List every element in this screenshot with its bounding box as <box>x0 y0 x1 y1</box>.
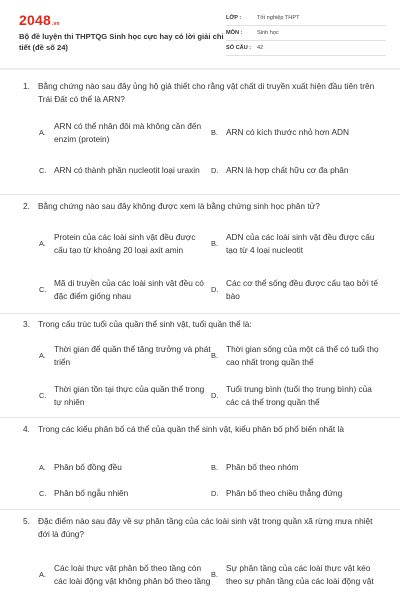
option-b[interactable] <box>211 342 381 370</box>
option-text: Các loài thực vật phân bố theo tầng còn các loài động vật không phân bố theo tầng <box>54 562 211 586</box>
option-text: Tuổi trung bình (tuổi thọ trung bình) của các cá thể trong quần thể <box>226 383 372 407</box>
question-divider <box>0 194 400 195</box>
option-a[interactable] <box>39 224 211 264</box>
option-a[interactable] <box>39 461 211 475</box>
option-b[interactable] <box>211 119 381 147</box>
option-d[interactable] <box>211 157 381 185</box>
option-a[interactable] <box>39 119 211 147</box>
option-letter: C. <box>39 166 47 176</box>
option-letter: C. <box>39 489 47 499</box>
option-text: Phân bố theo chiều thẳng đứng <box>226 488 343 499</box>
question-text: Trong cấu trúc tuổi của quần thể sinh vật, tuổi quần thể là: <box>38 319 252 329</box>
meta-label: LỚP : <box>226 15 242 21</box>
option-letter: D. <box>211 285 219 295</box>
document-meta <box>226 11 386 56</box>
option-text: Phân bố đồng đều <box>54 462 122 473</box>
option-c[interactable] <box>39 382 211 410</box>
question-text: Bằng chứng nào sau đây không được xem là bằng chứng sinh học phân tử? <box>38 201 320 211</box>
question-stem <box>23 200 383 213</box>
option-text: Thời gian tồn tại thực của quần thể trong tự nhiên <box>54 383 205 407</box>
option-letter: C. <box>39 285 47 295</box>
option-c[interactable] <box>39 276 211 304</box>
question-divider <box>0 509 400 510</box>
option-text: Phân bố theo nhóm <box>226 462 299 473</box>
question-text: Trong các kiểu phân bố cá thể của quần thể sinh vật, kiểu phân bố phổ biến nhất là <box>38 424 344 434</box>
document-header <box>0 0 400 64</box>
option-text: ARN có kích thước nhỏ hơn ADN <box>226 127 349 138</box>
option-letter: A. <box>39 128 46 138</box>
option-c[interactable] <box>39 487 211 501</box>
question-divider <box>0 313 400 314</box>
header-divider <box>0 68 400 70</box>
question-number: 5. <box>23 516 30 526</box>
option-text: Thời gian sống của một cá thể có tuổi thọ cao nhất trong quần thể <box>226 343 379 367</box>
option-b[interactable] <box>211 555 383 595</box>
option-text: Phân bố ngẫu nhiên <box>54 488 129 499</box>
option-letter: B. <box>211 463 218 473</box>
option-text: ARN có thể nhân đôi mà không cần đến enzim (protein) <box>54 120 202 144</box>
option-letter: A. <box>39 351 46 361</box>
option-text: Thời gian để quần thể tăng trưởng và phát triển <box>54 343 211 367</box>
question-stem <box>23 318 383 331</box>
option-text: Sự phân tầng của các loài thực vật kéo theo sự phân tầng của các loài động vật <box>226 562 374 586</box>
option-letter: B. <box>211 351 218 361</box>
question-number: 4. <box>23 424 30 434</box>
option-letter: D. <box>211 166 219 176</box>
question-text: Đặc điểm nào sau đây về sự phân tầng của các loài sinh vật trong quần xã rừng mưa nhiệt đới là đúng? <box>38 516 373 540</box>
meta-value: Sinh học <box>257 30 279 36</box>
option-letter: A. <box>39 570 46 580</box>
option-letter: B. <box>211 239 218 249</box>
option-letter: C. <box>39 391 47 401</box>
meta-label: SỐ CÂU : <box>226 45 252 51</box>
question-number: 3. <box>23 319 30 329</box>
option-text: Các cơ thể sống đều được cấu tạo bởi tế bào <box>226 277 378 301</box>
option-a[interactable] <box>39 342 211 370</box>
option-text: ARN có thành phần nucleotit loại uraxin <box>54 165 200 176</box>
meta-label: MÔN : <box>226 30 243 36</box>
option-text: Protein của các loài sinh vật đều được cấu tạo từ khoảng 20 loại axit amin <box>54 231 196 255</box>
question-stem <box>23 515 383 541</box>
option-letter: D. <box>211 391 219 401</box>
question-stem <box>23 80 383 106</box>
option-letter: D. <box>211 489 219 499</box>
question-number: 2. <box>23 201 30 211</box>
option-letter: A. <box>39 239 46 249</box>
option-b[interactable] <box>211 230 383 258</box>
option-letter: A. <box>39 463 46 473</box>
option-a[interactable] <box>39 555 211 595</box>
option-c[interactable] <box>39 157 211 185</box>
option-b[interactable] <box>211 461 381 475</box>
meta-row-class <box>226 11 386 26</box>
option-letter: B. <box>211 128 218 138</box>
question-divider <box>0 417 400 418</box>
question-number: 1. <box>23 81 30 91</box>
meta-value: Tốt nghiệp THPT <box>257 15 300 21</box>
question-stem <box>23 423 383 436</box>
option-letter: B. <box>211 570 218 580</box>
option-text: ARN là hợp chất hữu cơ đa phân <box>226 165 349 176</box>
option-text: ADN của các loài sinh vật đều được cấu tạo từ 4 loại nucleotit <box>226 231 375 255</box>
option-d[interactable] <box>211 487 381 501</box>
meta-value: 42 <box>257 45 264 51</box>
site-logo[interactable]: 2048.vn <box>19 12 60 28</box>
option-d[interactable] <box>211 382 383 410</box>
question-text: Bằng chứng nào sau đây ủng hộ giả thiết cho rằng vật chất di truyền xuất hiện đầu tiên trên Trái Đất có thể là ARN? <box>38 81 375 105</box>
document-title: Bộ đề luyện thi THPTQG Sinh học cực hay có lời giải chi tiết (đề số 24) <box>19 32 224 52</box>
option-text: Mã di truyền của các loài sinh vật đều có đặc điểm giống nhau <box>54 277 204 301</box>
option-d[interactable] <box>211 276 381 304</box>
meta-row-count <box>226 41 386 56</box>
meta-row-subject <box>226 26 386 41</box>
